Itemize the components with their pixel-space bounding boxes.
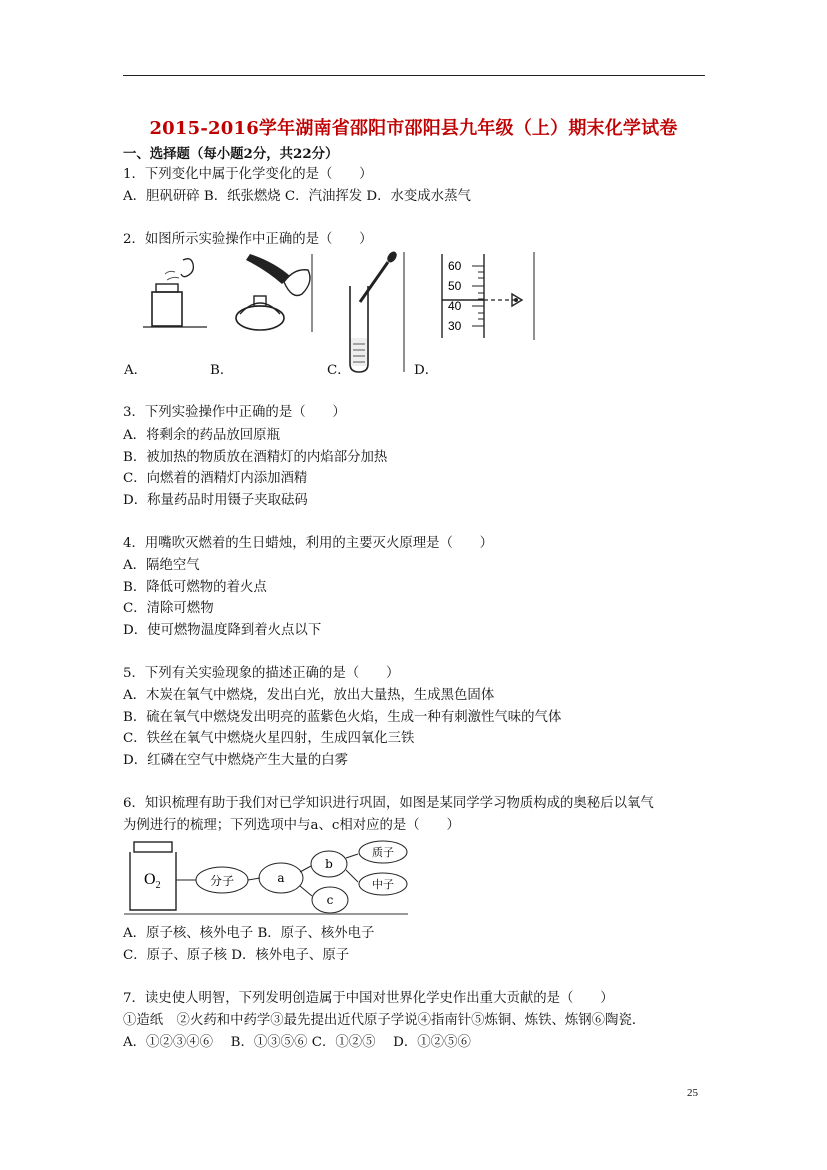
q5-option: A．木炭在氧气中燃烧，发出白光，放出大量热，生成黑色固体: [123, 688, 495, 703]
q6-stem-continued: 为例进行的梳理；下列选项中与a、c相对应的是（ ）: [123, 818, 460, 833]
q5-option: B．硫在氧气中燃烧发出明亮的蓝紫色火焰，生成一种有刺激性气味的气体: [123, 710, 562, 725]
section-heading: 一、选择题（每小题2分，共22分）: [123, 146, 339, 162]
q3-option: C．向燃着的酒精灯内添加酒精: [123, 471, 308, 486]
q7-items: ①造纸 ②火药和中药学③最先提出近代原子学说④指南针⑤炼铜、炼铁、炼钢⑥陶瓷．: [123, 1013, 646, 1028]
proton-node: 质子: [372, 846, 394, 859]
q3-option: A．将剩余的药品放回原瓶: [123, 428, 280, 443]
q6-options: A．原子核、核外电子 B．原子、核外电子: [123, 926, 375, 941]
q6-structure-diagram: [124, 838, 408, 916]
q2-figure-a: [143, 250, 209, 332]
q6-stem: 6．知识梳理有助于我们对已学知识进行巩固，如图是某同学学习物质构成的奥秘后以氧气: [123, 796, 654, 811]
neutron-node: 中子: [372, 878, 394, 891]
o2-formula: $O_2$: [144, 871, 161, 891]
q5-stem: 5．下列有关实验现象的描述正确的是（ ）: [123, 666, 400, 681]
scale-tick-label: 40: [448, 299, 462, 313]
scale-tick-label: 50: [448, 279, 462, 293]
q3-option: B．被加热的物质放在酒精灯的内焰部分加热: [123, 450, 388, 465]
q2-figure-c: [340, 250, 406, 374]
q5-option: D．红磷在空气中燃烧产生大量的白雾: [123, 753, 348, 768]
q1-stem: 1．下列变化中属于化学变化的是（ ）: [123, 167, 373, 182]
exam-title: 2015-2016学年湖南省邵阳市邵阳县九年级（上）期末化学试卷: [149, 118, 678, 139]
q5-option: C．铁丝在氧气中燃烧火星四射，生成四氧化三铁: [123, 731, 415, 746]
q2-label-a: A．: [124, 363, 148, 378]
header-rule: [123, 75, 705, 76]
q4-option: B．降低可燃物的着火点: [123, 580, 267, 595]
q2-label-b: B．: [210, 363, 234, 378]
molecule-node: 分子: [209, 874, 235, 888]
q2-figure-d: [438, 250, 536, 342]
node-b: b: [325, 857, 333, 871]
q2-stem: 2．如图所示实验操作中正确的是（ ）: [123, 232, 373, 247]
node-c: c: [326, 893, 334, 907]
q2-label-c: C．: [327, 363, 351, 378]
q1-options: A．胆矾研碎 B．纸张燃烧 C．汽油挥发 D．水变成水蒸气: [123, 189, 471, 204]
q2-figure-b: [228, 250, 316, 336]
q3-stem: 3．下列实验操作中正确的是（ ）: [123, 405, 346, 420]
node-a: a: [277, 871, 285, 885]
page-number: 25: [687, 1087, 698, 1099]
q3-option: D．称量药品时用镊子夹取砝码: [123, 493, 308, 508]
q6-options: C．原子、原子核 D．核外电子、原子: [123, 948, 350, 963]
scale-tick-label: 30: [448, 319, 462, 333]
scale-tick-label: 60: [448, 259, 462, 273]
q4-option: A．隔绝空气: [123, 558, 200, 573]
q4-option: D．使可燃物温度降到着火点以下: [123, 623, 322, 638]
q4-option: C．清除可燃物: [123, 601, 214, 616]
q7-options: A．①②③④⑥ B．①③⑤⑥ C．①②⑤ D．①②⑤⑥: [123, 1035, 471, 1050]
q7-stem: 7．读史使人明智，下列发明创造属于中国对世界化学史作出重大贡献的是（ ）: [123, 991, 614, 1006]
q2-label-d: D．: [414, 363, 439, 378]
q4-stem: 4．用嘴吹灭燃着的生日蜡烛，利用的主要灭火原理是（ ）: [123, 536, 494, 551]
